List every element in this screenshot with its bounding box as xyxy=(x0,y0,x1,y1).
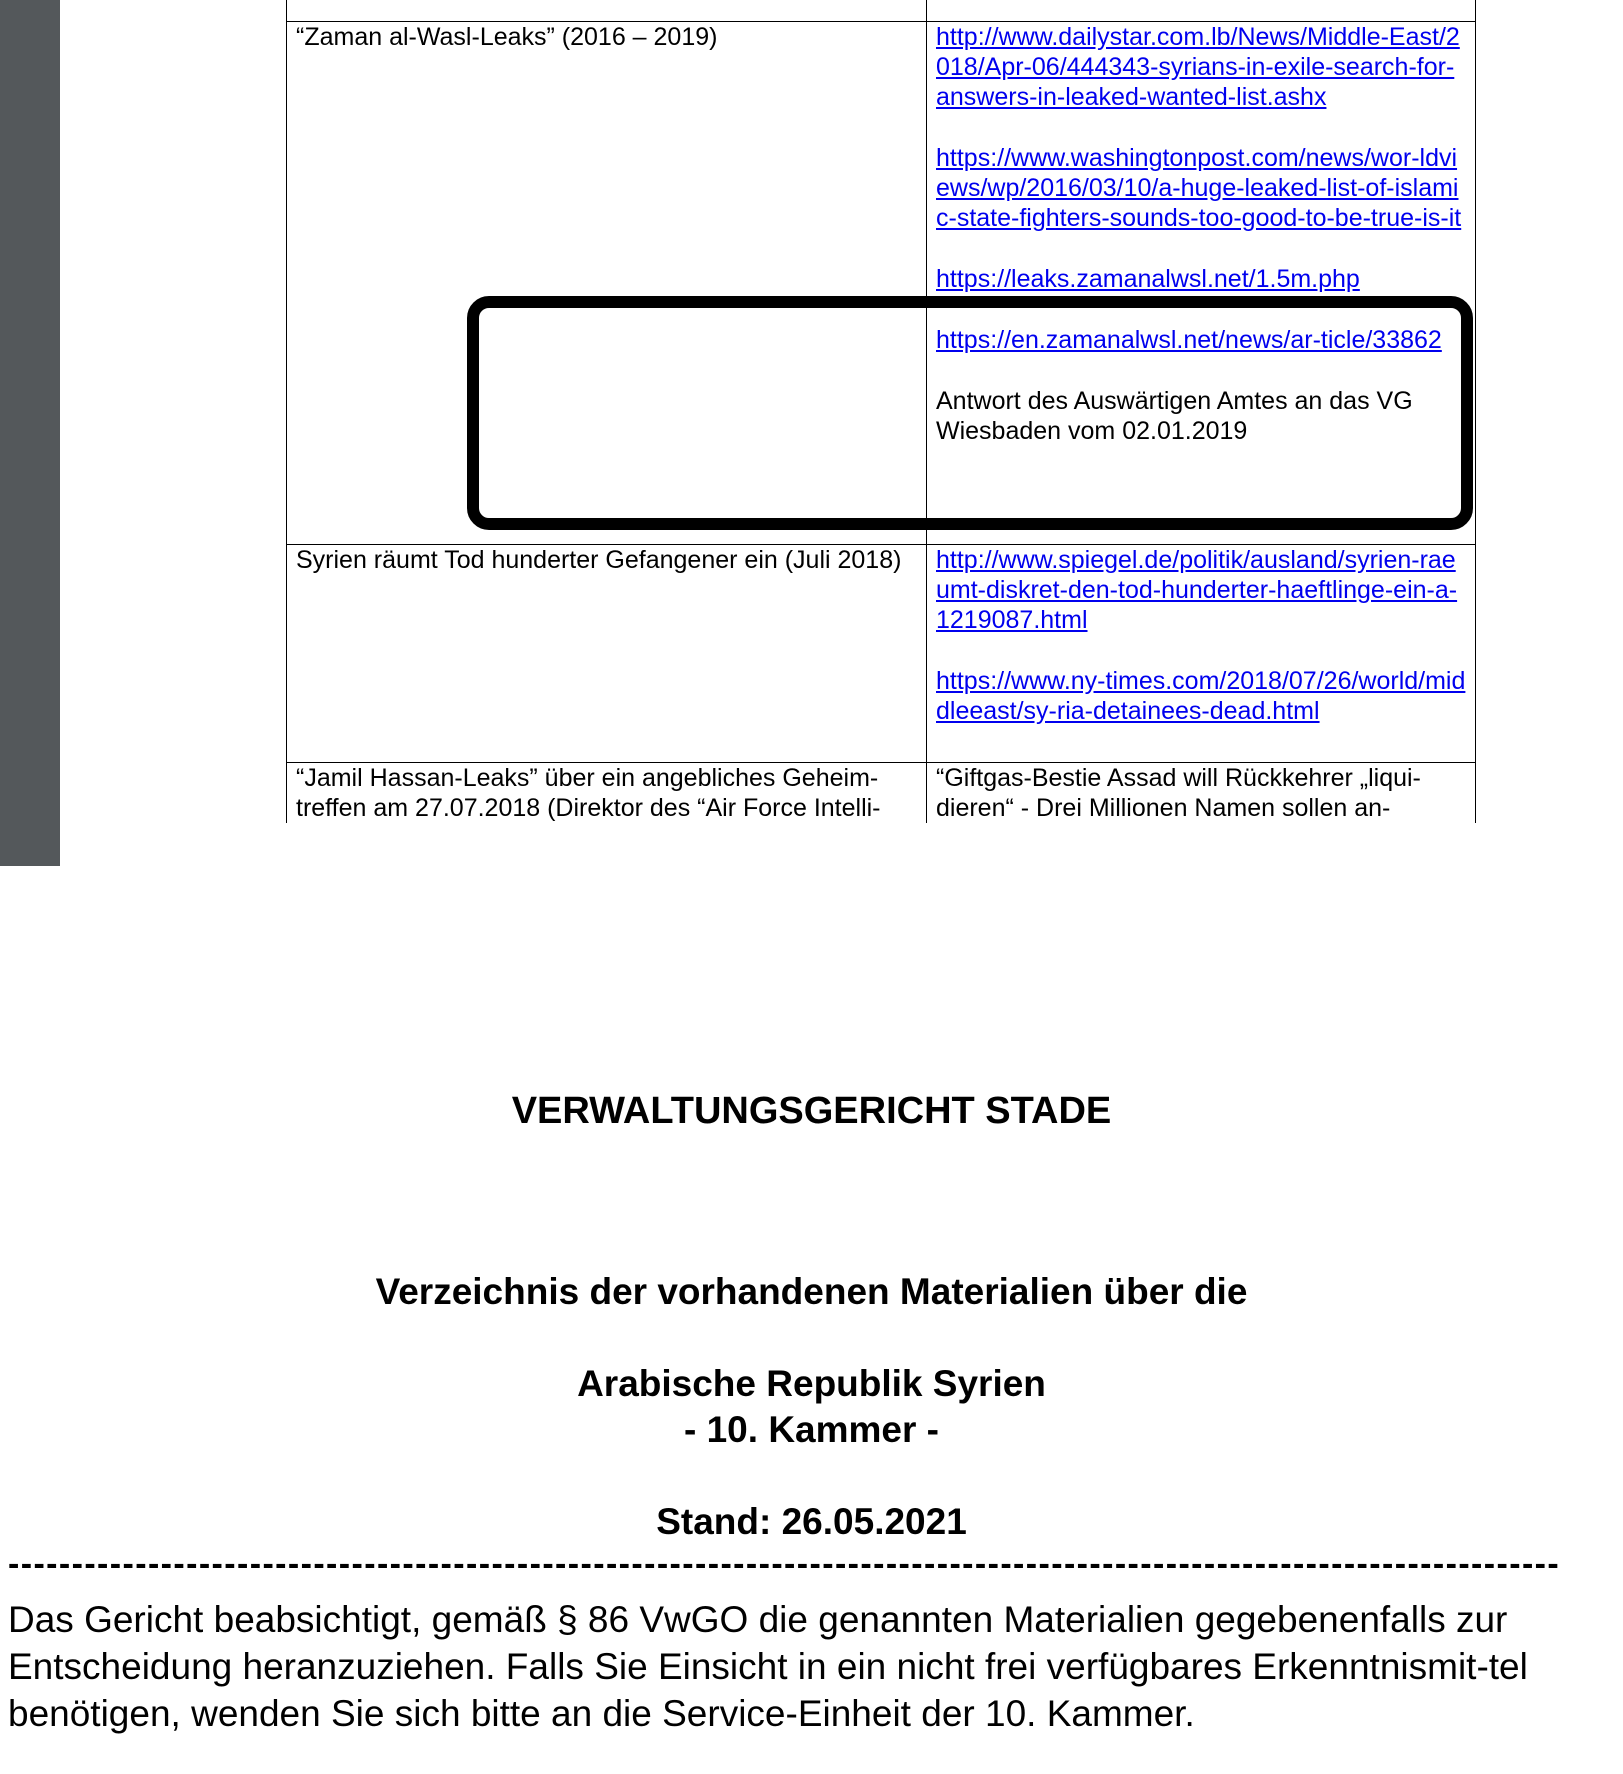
viewer-sidebar xyxy=(0,0,60,866)
court-notice: Das Gericht beabsichtigt, gemäß § 86 VwGO die genannten Materialien gegebenenfalls zur Entscheidung heranzuziehen. Falls Sie Einsicht in ein nicht frei verfügbares Erkenntnismit-tel benötigen, wenden Sie sich bitte an die Service-Einheit der 10. Kammer. xyxy=(8,1599,1528,1734)
source-link[interactable]: https://www.washingtonpost.com/news/wor-ldviews/wp/2016/03/10/a-huge-leaked-list-of-islamic-state-fighters-sounds-too-good-to-be-true-is-it xyxy=(936,144,1462,232)
chamber-title: - 10. Kammer - xyxy=(684,1409,939,1450)
table-cell-topic xyxy=(287,0,927,22)
source-link[interactable]: http://www.dailystar.com.lb/News/Middle-East/2018/Apr-06/444343-syrians-in-exile-search-for-answers-in-leaked-wanted-list.ashx xyxy=(936,23,1460,111)
source-link[interactable]: https://en.zamanalwsl.net/news/ar-ticle/33862 xyxy=(936,326,1442,354)
source-text: Antwort des Auswärtigen Amtes an das VG Wiesbaden vom 02.01.2019 xyxy=(936,387,1413,445)
highlight-rectangle xyxy=(467,296,1473,530)
source-link[interactable]: https://leaks.zamanalwsl.net/1.5m.php xyxy=(936,265,1360,293)
country-title: Arabische Republik Syrien xyxy=(577,1363,1046,1404)
topic-text: “Jamil Hassan-Leaks” über ein angebliches Geheim-treffen am 27.07.2018 (Direktor des “Air Force Intelli- xyxy=(296,764,881,822)
source-text: “Giftgas-Bestie Assad will Rückkehrer „liqui-dieren“ - Drei Millionen Namen sollen an- xyxy=(936,764,1421,822)
topic-text: Syrien räumt Tod hunderter Gefangener ein (Juli 2018) xyxy=(296,546,902,574)
source-link[interactable]: https://www.ny-times.com/2018/07/26/world/middleeast/sy-ria-detainees-dead.html xyxy=(936,667,1466,725)
court-name: VERWALTUNGSGERICHT STADE xyxy=(511,1090,1112,1132)
topic-text: “Zaman al-Wasl-Leaks” (2016 – 2019) xyxy=(296,23,718,51)
table-cell-topic xyxy=(287,763,927,824)
table-cell-topic xyxy=(287,545,927,763)
table-cell-source xyxy=(927,763,1476,824)
dashed-divider: -------------------------------------------------------------------------------------------------------------------------- xyxy=(8,1545,1561,1583)
table-cell-source xyxy=(927,0,1476,22)
table-row xyxy=(287,763,1476,824)
status-date: Stand: 26.05.2021 xyxy=(656,1501,967,1542)
document-subtitle: Verzeichnis der vorhandenen Materialien über die xyxy=(375,1271,1248,1312)
table-row xyxy=(287,0,1476,22)
table-cell-source xyxy=(927,545,1476,763)
table-row xyxy=(287,545,1476,763)
source-link[interactable]: http://www.spiegel.de/politik/ausland/syrien-raeumt-diskret-den-tod-hunderter-haeftlinge-ein-a-1219087.html xyxy=(936,546,1458,634)
